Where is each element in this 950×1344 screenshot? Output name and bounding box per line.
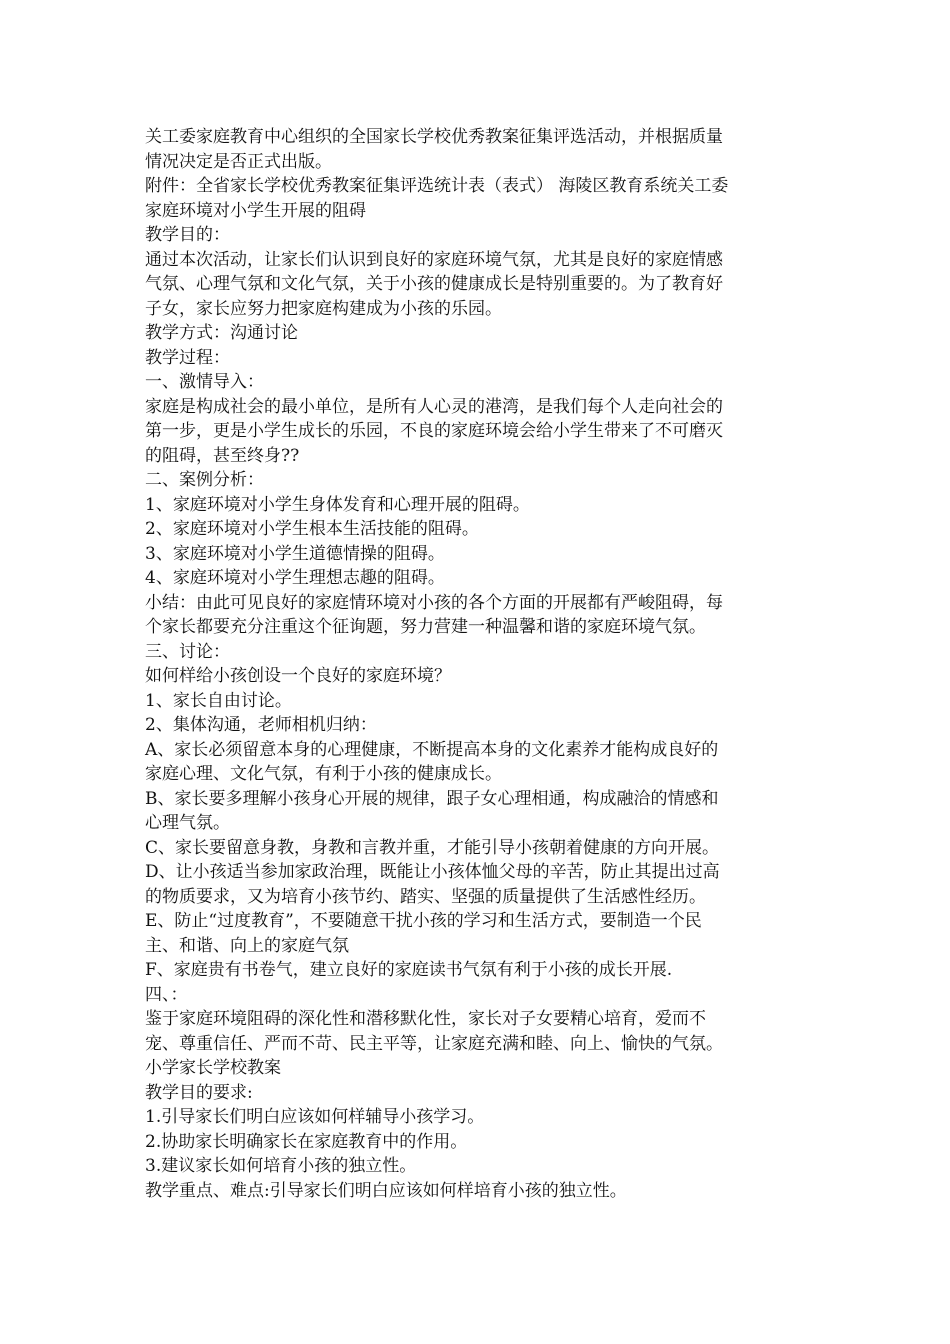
text-line: 家庭心理、文化气氛，有利于小孩的健康成长。	[145, 764, 502, 784]
text-line: 心理气氛。	[145, 813, 230, 833]
text-line: 通过本次活动，让家长们认识到良好的家庭环境气氛，尤其是良好的家庭情感	[145, 249, 723, 270]
text-line: 家庭是构成社会的最小单位，是所有人心灵的港湾，是我们每个人走向社会的	[145, 396, 723, 417]
list-item: D、让小孩适当参加家政治理，既能让小孩体恤父母的辛苦，防止其提出过高	[145, 862, 720, 882]
text-line: 附件：全省家长学校优秀教案征集评选统计表（表式） 海陵区教育系统关工委	[145, 176, 729, 196]
text-line: 关工委家庭教育中心组织的全国家长学校优秀教案征集评选活动，并根据质量	[145, 127, 723, 147]
text-line: 个家长都要充分注重这个征询题，努力营建一种温馨和谐的家庭环境气氛。	[145, 617, 706, 637]
section-title: 家庭环境对小学生开展的阻碍	[145, 200, 366, 221]
section-heading: 一、激情导入：	[145, 372, 264, 392]
text-line: 第一步，更是小学生成长的乐园，不良的家庭环境会给小学生带来了不可磨灭	[145, 421, 723, 441]
list-item: 3.建议家长如何培育小孩的独立性。	[145, 1156, 417, 1176]
text-line: 教学过程：	[145, 347, 230, 368]
text-line: 教学目的要求:	[145, 1082, 253, 1103]
text-line: 如何样给小孩创设一个良好的家庭环境？	[145, 666, 451, 686]
document-body	[145, 125, 810, 1203]
text-line: 教学目的：	[145, 225, 230, 245]
list-item: E、防止“过度教育”，不要随意干扰小孩的学习和生活方式，要制造一个民	[145, 911, 702, 931]
text-line: 教学重点、难点:引导家长们明白应该如何样培育小孩的独立性。	[145, 1180, 627, 1201]
list-item: 1、家庭环境对小学生身体发育和心理开展的阻碍。	[145, 494, 530, 515]
section-heading: 三、讨论：	[145, 641, 230, 662]
text-line: 子女，家长应努力把家庭构建成为小孩的乐园。	[145, 298, 502, 319]
text-line: 的物质要求，又为培育小孩节约、踏实、坚强的质量提供了生活感性经历。	[145, 886, 706, 907]
text-line: 的阻碍，甚至终身??	[145, 445, 300, 466]
list-item: F、家庭贵有书卷气，建立良好的家庭读书气氛有利于小孩的成长开展.	[145, 960, 673, 980]
section-heading: 四、：	[145, 984, 188, 1005]
text-line: 教学方式：沟通讨论	[145, 323, 298, 343]
list-item: 1、家长自由讨论。	[145, 690, 292, 711]
text-line: 小结：由此可见良好的家庭情环境对小孩的各个方面的开展都有严峻阻碍，每	[145, 592, 723, 613]
text-line: 宠、尊重信任、严而不苛、民主平等，让家庭充满和睦、向上、愉快的气氛。	[145, 1033, 723, 1054]
section-title: 小学家长学校教案	[145, 1058, 281, 1078]
list-item: 3、家庭环境对小学生道德情操的阻碍。	[145, 543, 445, 564]
section-heading: 二、案例分析：	[145, 470, 264, 490]
list-item: C、家长要留意身教，身教和言教并重，才能引导小孩朝着健康的方向开展。	[145, 837, 720, 858]
list-item: 2、家庭环境对小学生根本生活技能的阻碍。	[145, 519, 479, 539]
list-item: A、家长必须留意本身的心理健康，不断提高本身的文化素养才能构成良好的	[145, 739, 719, 760]
text-line: 气氛、心理气氛和文化气氛，关于小孩的健康成长是特别重要的。为了教育好	[145, 274, 723, 294]
list-item: 1.引导家长们明白应该如何样辅导小孩学习。	[145, 1107, 485, 1127]
list-item: 2、集体沟通，老师相机归纳：	[145, 715, 377, 735]
text-line: 鉴于家庭环境阻碍的深化性和潜移默化性，家长对子女要精心培育，爱而不	[145, 1009, 706, 1029]
list-item: 4、家庭环境对小学生理想志趣的阻碍。	[145, 568, 445, 588]
text-line: 情况决定是否正式出版。	[145, 151, 332, 172]
list-item: 2.协助家长明确家长在家庭教育中的作用。	[145, 1131, 468, 1152]
text-line: 主、和谐、向上的家庭气氛	[145, 935, 349, 956]
list-item: B、家长要多理解小孩身心开展的规律，跟子女心理相通，构成融洽的情感和	[145, 788, 719, 809]
